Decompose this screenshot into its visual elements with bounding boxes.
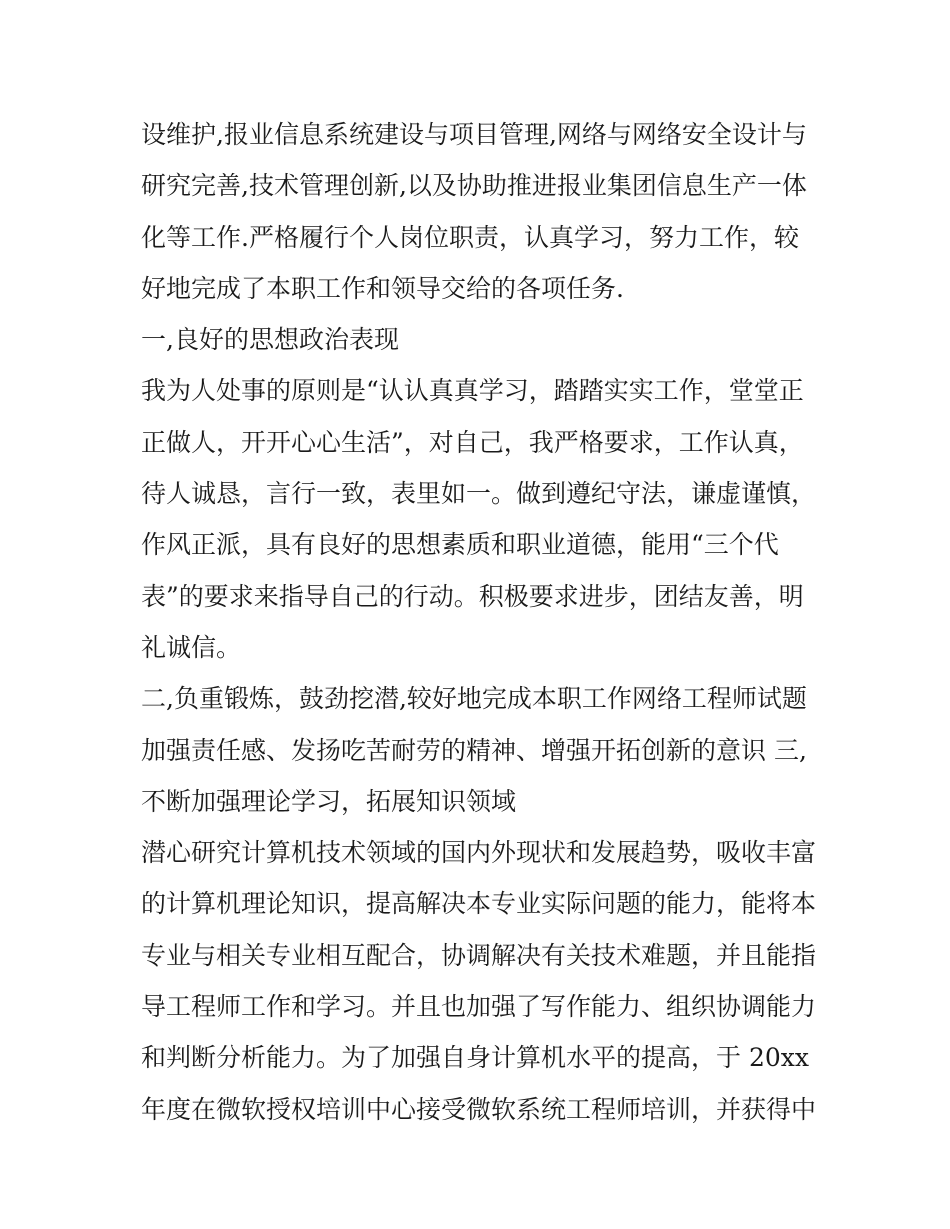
text-line: 年度在微软授权培训中心接受微软系统工程师培训，并获得中 — [141, 1094, 817, 1124]
text-line: 的计算机理论知识，提高解决本专业实际问题的能力，能将本 — [141, 889, 817, 919]
text-line: 表”的要求来指导自己的行动。积极要求进步，团结友善，明 — [141, 581, 804, 611]
text-line: 不断加强理论学习，拓展知识领域 — [141, 786, 517, 816]
text-line: 加强责任感、发扬吃苦耐劳的精神、增强开拓创新的意识 三, — [141, 735, 807, 765]
text-line: 和判断分析能力。为了加强自身计算机水平的提高，于 20xx — [141, 1043, 809, 1073]
text-line: 研究完善,技术管理创新,以及协助推进报业集团信息生产一体 — [141, 171, 807, 201]
text-line: 化等工作.严格履行个人岗位职责，认真学习，努力工作，较 — [141, 222, 799, 252]
text-line: 导工程师工作和学习。并且也加强了写作能力、组织协调能力 — [141, 992, 817, 1022]
text-line: 潜心研究计算机技术领域的国内外现状和发展趋势，吸收丰富 — [141, 838, 817, 868]
body-text — [141, 109, 821, 1135]
text-line: 设维护,报业信息系统建设与项目管理,网络与网络安全设计与 — [141, 120, 807, 149]
text-line: 作风正派，具有良好的思想素质和职业道德，能用“三个代 — [141, 530, 779, 560]
text-line: 我为人处事的原则是“认认真真学习，踏踏实实工作，堂堂正 — [141, 376, 804, 406]
text-line: 好地完成了本职工作和领导交给的各项任务. — [141, 273, 624, 303]
text-line: 礼诚信。 — [141, 632, 242, 662]
section-heading: 二,负重锻炼，鼓劲挖潜,较好地完成本职工作网络工程师试题 — [141, 684, 807, 714]
section-heading: 一,良好的思想政治表现 — [141, 325, 399, 355]
text-line: 正做人，开开心心生活”，对自己，我严格要求，工作认真， — [141, 427, 804, 457]
text-line: 专业与相关专业相互配合，协调解决有关技术难题，并且能指 — [141, 940, 817, 970]
text-line: 待人诚恳，言行一致，表里如一。做到遵纪守法，谦虚谨慎， — [141, 479, 817, 509]
